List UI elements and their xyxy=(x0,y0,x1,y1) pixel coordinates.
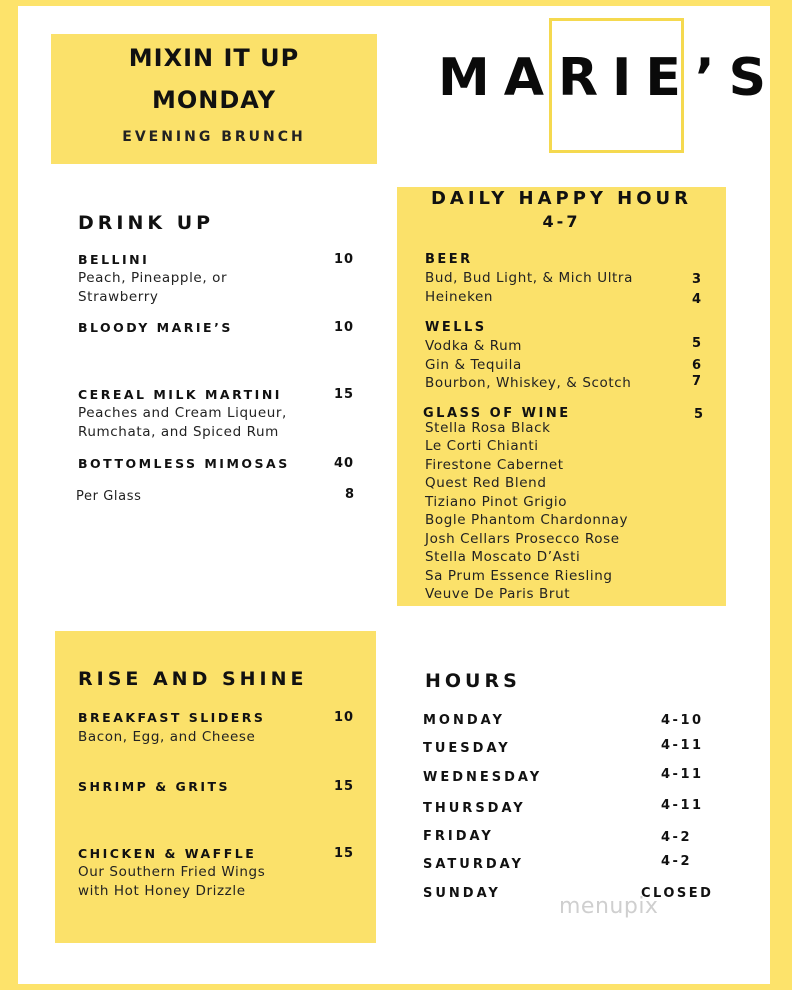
item-price: 40 xyxy=(334,456,355,471)
item-desc: Our Southern Fried Wings xyxy=(78,864,266,880)
hours-day: MONDAY xyxy=(423,713,505,728)
beer-item: Heineken xyxy=(425,289,494,305)
brunch-subtitle: EVENING BRUNCH xyxy=(122,129,306,145)
wine-price: 5 xyxy=(694,407,705,422)
hours-day: SATURDAY xyxy=(423,857,524,872)
hours-day: SUNDAY xyxy=(423,886,501,901)
brunch-title-line1: MIXIN IT UP xyxy=(128,44,300,72)
hours-day: FRIDAY xyxy=(423,829,494,844)
wine-item: Bogle Phantom Chardonnay xyxy=(425,512,629,528)
wells-price: 5 xyxy=(692,336,703,351)
hours-day: THURSDAY xyxy=(423,801,526,816)
item-desc: Peaches and Cream Liqueur, xyxy=(78,405,287,421)
item-name: CEREAL MILK MARTINI xyxy=(78,387,282,402)
wine-label: GLASS OF WINE xyxy=(423,406,571,421)
wells-price: 6 xyxy=(692,358,703,373)
item-name: BOTTOMLESS MIMOSAS xyxy=(78,456,290,471)
wells-item: Bourbon, Whiskey, & Scotch xyxy=(425,375,632,391)
hours-day: TUESDAY xyxy=(423,741,511,756)
item-price: 15 xyxy=(334,779,355,794)
wine-item: Josh Cellars Prosecco Rose xyxy=(425,531,620,547)
rise-shine-heading: RISE AND SHINE xyxy=(78,668,308,690)
item-desc: Bacon, Egg, and Cheese xyxy=(78,729,256,745)
wine-item: Quest Red Blend xyxy=(425,475,547,491)
item-name: BLOODY MARIE’S xyxy=(78,320,233,335)
wells-price: 7 xyxy=(692,374,703,389)
happy-hour-heading: DAILY HAPPY HOUR xyxy=(430,188,693,209)
item-desc: with Hot Honey Drizzle xyxy=(78,883,246,899)
item-desc: Strawberry xyxy=(78,289,159,305)
drink-up-heading: DRINK UP xyxy=(78,212,215,234)
hours-time: 4-11 xyxy=(661,798,704,813)
item-name: SHRIMP & GRITS xyxy=(78,779,231,794)
hours-time: 4-2 xyxy=(661,830,692,845)
per-glass-price: 8 xyxy=(345,487,356,502)
hours-time: 4-11 xyxy=(661,767,704,782)
item-name: CHICKEN & WAFFLE xyxy=(78,846,257,861)
wine-item: Firestone Cabernet xyxy=(425,457,564,473)
item-name: BREAKFAST SLIDERS xyxy=(78,710,266,725)
hours-time: CLOSED xyxy=(641,886,714,901)
wells-label: WELLS xyxy=(425,320,487,335)
wells-item: Gin & Tequila xyxy=(425,357,522,373)
wine-item: Stella Rosa Black xyxy=(425,420,551,436)
wine-item: Stella Moscato D’Asti xyxy=(425,549,581,565)
hours-day: WEDNESDAY xyxy=(423,770,543,785)
item-name: BELLINI xyxy=(78,252,150,267)
beer-label: BEER xyxy=(425,252,473,267)
logo-text: MARIE’S xyxy=(438,48,781,108)
item-price: 15 xyxy=(334,387,355,402)
watermark: menupix xyxy=(559,894,659,919)
hours-time: 4-10 xyxy=(661,713,704,728)
happy-hour-time: 4-7 xyxy=(542,212,581,231)
hours-time: 4-11 xyxy=(661,738,704,753)
item-desc: Rumchata, and Spiced Rum xyxy=(78,424,279,440)
beer-price: 3 xyxy=(692,272,703,287)
item-desc: Peach, Pineapple, or xyxy=(78,270,228,286)
item-price: 10 xyxy=(334,252,355,267)
beer-price: 4 xyxy=(692,292,703,307)
wine-item: Le Corti Chianti xyxy=(425,438,539,454)
wine-item: Veuve De Paris Brut xyxy=(425,586,571,602)
per-glass-label: Per Glass xyxy=(76,489,142,504)
hours-heading: HOURS xyxy=(425,670,521,692)
item-price: 10 xyxy=(334,320,355,335)
brunch-title-line2: MONDAY xyxy=(152,86,276,114)
hours-time: 4-2 xyxy=(661,854,692,869)
item-price: 15 xyxy=(334,846,355,861)
beer-item: Bud, Bud Light, & Mich Ultra xyxy=(425,270,633,286)
wells-item: Vodka & Rum xyxy=(425,338,523,354)
wine-item: Sa Prum Essence Riesling xyxy=(425,568,613,584)
item-price: 10 xyxy=(334,710,355,725)
wine-item: Tiziano Pinot Grigio xyxy=(425,494,568,510)
